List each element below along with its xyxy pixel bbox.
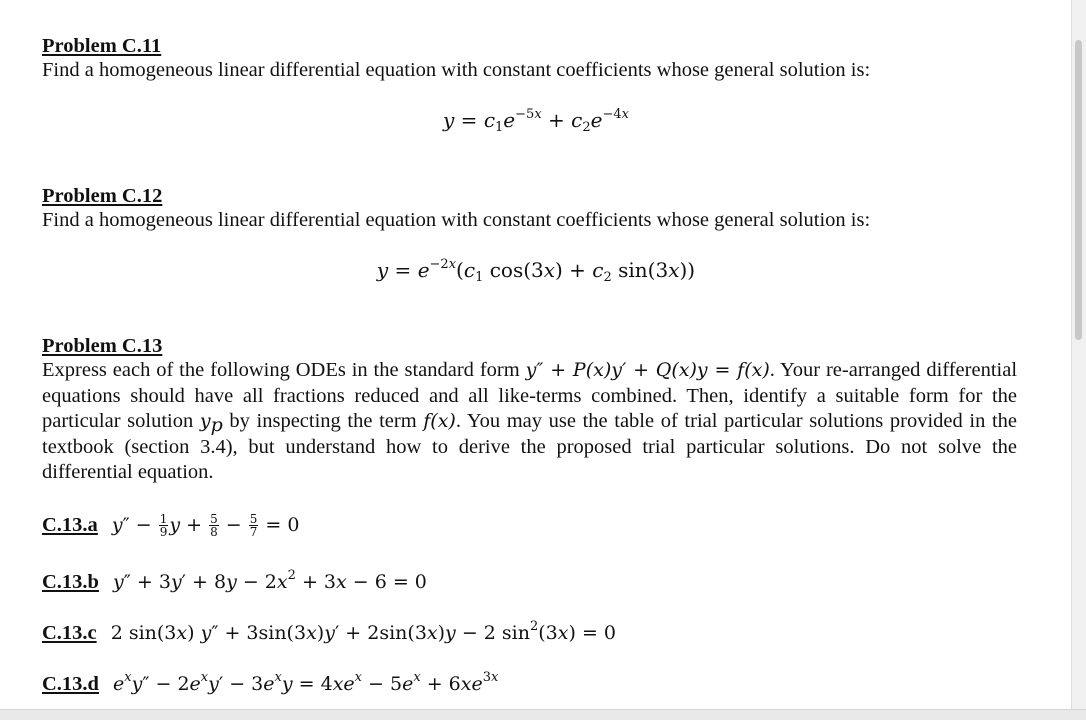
horizontal-scrollbar[interactable] bbox=[0, 709, 1086, 720]
problem-c11 bbox=[42, 34, 1017, 84]
equation-display: $y = c_1e^{-5x} + c_2e^{-4x}$ bbox=[443, 107, 629, 135]
sub-problem-equation: $e^xy'' - 2e^xy' - 3e^xy = 4xe^x - 5e^x + 6xe^{3x}$ bbox=[113, 670, 499, 695]
sub-problem-c13b bbox=[42, 568, 427, 594]
problem-text: Express each of the following ODEs in the standard form y″ + P(x)y′ + Q(x)y = f(x). Your re-arranged differential equations should have all fractions reduced and all like-terms combined. Then, identify a suitable form for the particular solution $y_p$ by inspecting the term f(x). You may use the table of trial particular solutions provided in the textbook (section 3.4), but understand how to derive the proposed trial particular solutions. Do not solve the differential equation. bbox=[42, 359, 1018, 484]
sub-problem-c13c bbox=[42, 619, 616, 645]
problem-title: Problem C.13 bbox=[42, 335, 163, 357]
sub-problem-label: C.13.a bbox=[42, 513, 98, 536]
scrollbar-thumb[interactable] bbox=[1075, 40, 1082, 340]
sub-problem-c13a bbox=[42, 513, 299, 538]
vertical-scrollbar[interactable] bbox=[1071, 0, 1086, 710]
general-solution-equation bbox=[0, 257, 1072, 285]
problem-text: Find a homogeneous linear differential equation with constant coefficients whose general solution is: bbox=[42, 209, 871, 231]
standard-form-equation: y″ + P(x)y′ + Q(x)y = f(x) bbox=[525, 359, 770, 381]
sub-problem-equation: $y'' + 3y' + 8y - 2x^2 + 3x - 6 = 0$ bbox=[113, 568, 427, 593]
sub-problem-c13d bbox=[42, 670, 499, 696]
equation-display: $y = e^{-2x}(c_1$ $\cos(3x) + c_2$ sin(3x)) bbox=[376, 257, 696, 285]
sub-problem-label: C.13.c bbox=[42, 622, 97, 644]
sub-problem-label: C.13.d bbox=[42, 673, 99, 695]
sub-problem-equation: 2 sin(3x) y″ + 3sin(3x)y′ + 2sin(3x)y − 2 $\sin^2(3x) = 0$ bbox=[110, 619, 616, 644]
sub-problem-equation: y″ − $\frac{1}{9}$ y + $\frac{5}{8}$ − $\frac{5}{7}$ = 0 bbox=[111, 512, 300, 539]
problem-c12 bbox=[42, 184, 1017, 234]
problem-title: Problem C.11 bbox=[42, 35, 162, 57]
problem-title: Problem C.12 bbox=[42, 185, 163, 207]
problem-text: Find a homogeneous linear differential equation with constant coefficients whose general solution is: bbox=[42, 59, 871, 81]
sub-problem-label: C.13.b bbox=[42, 571, 99, 593]
problem-c13 bbox=[42, 334, 1017, 486]
general-solution-equation bbox=[0, 107, 1072, 135]
